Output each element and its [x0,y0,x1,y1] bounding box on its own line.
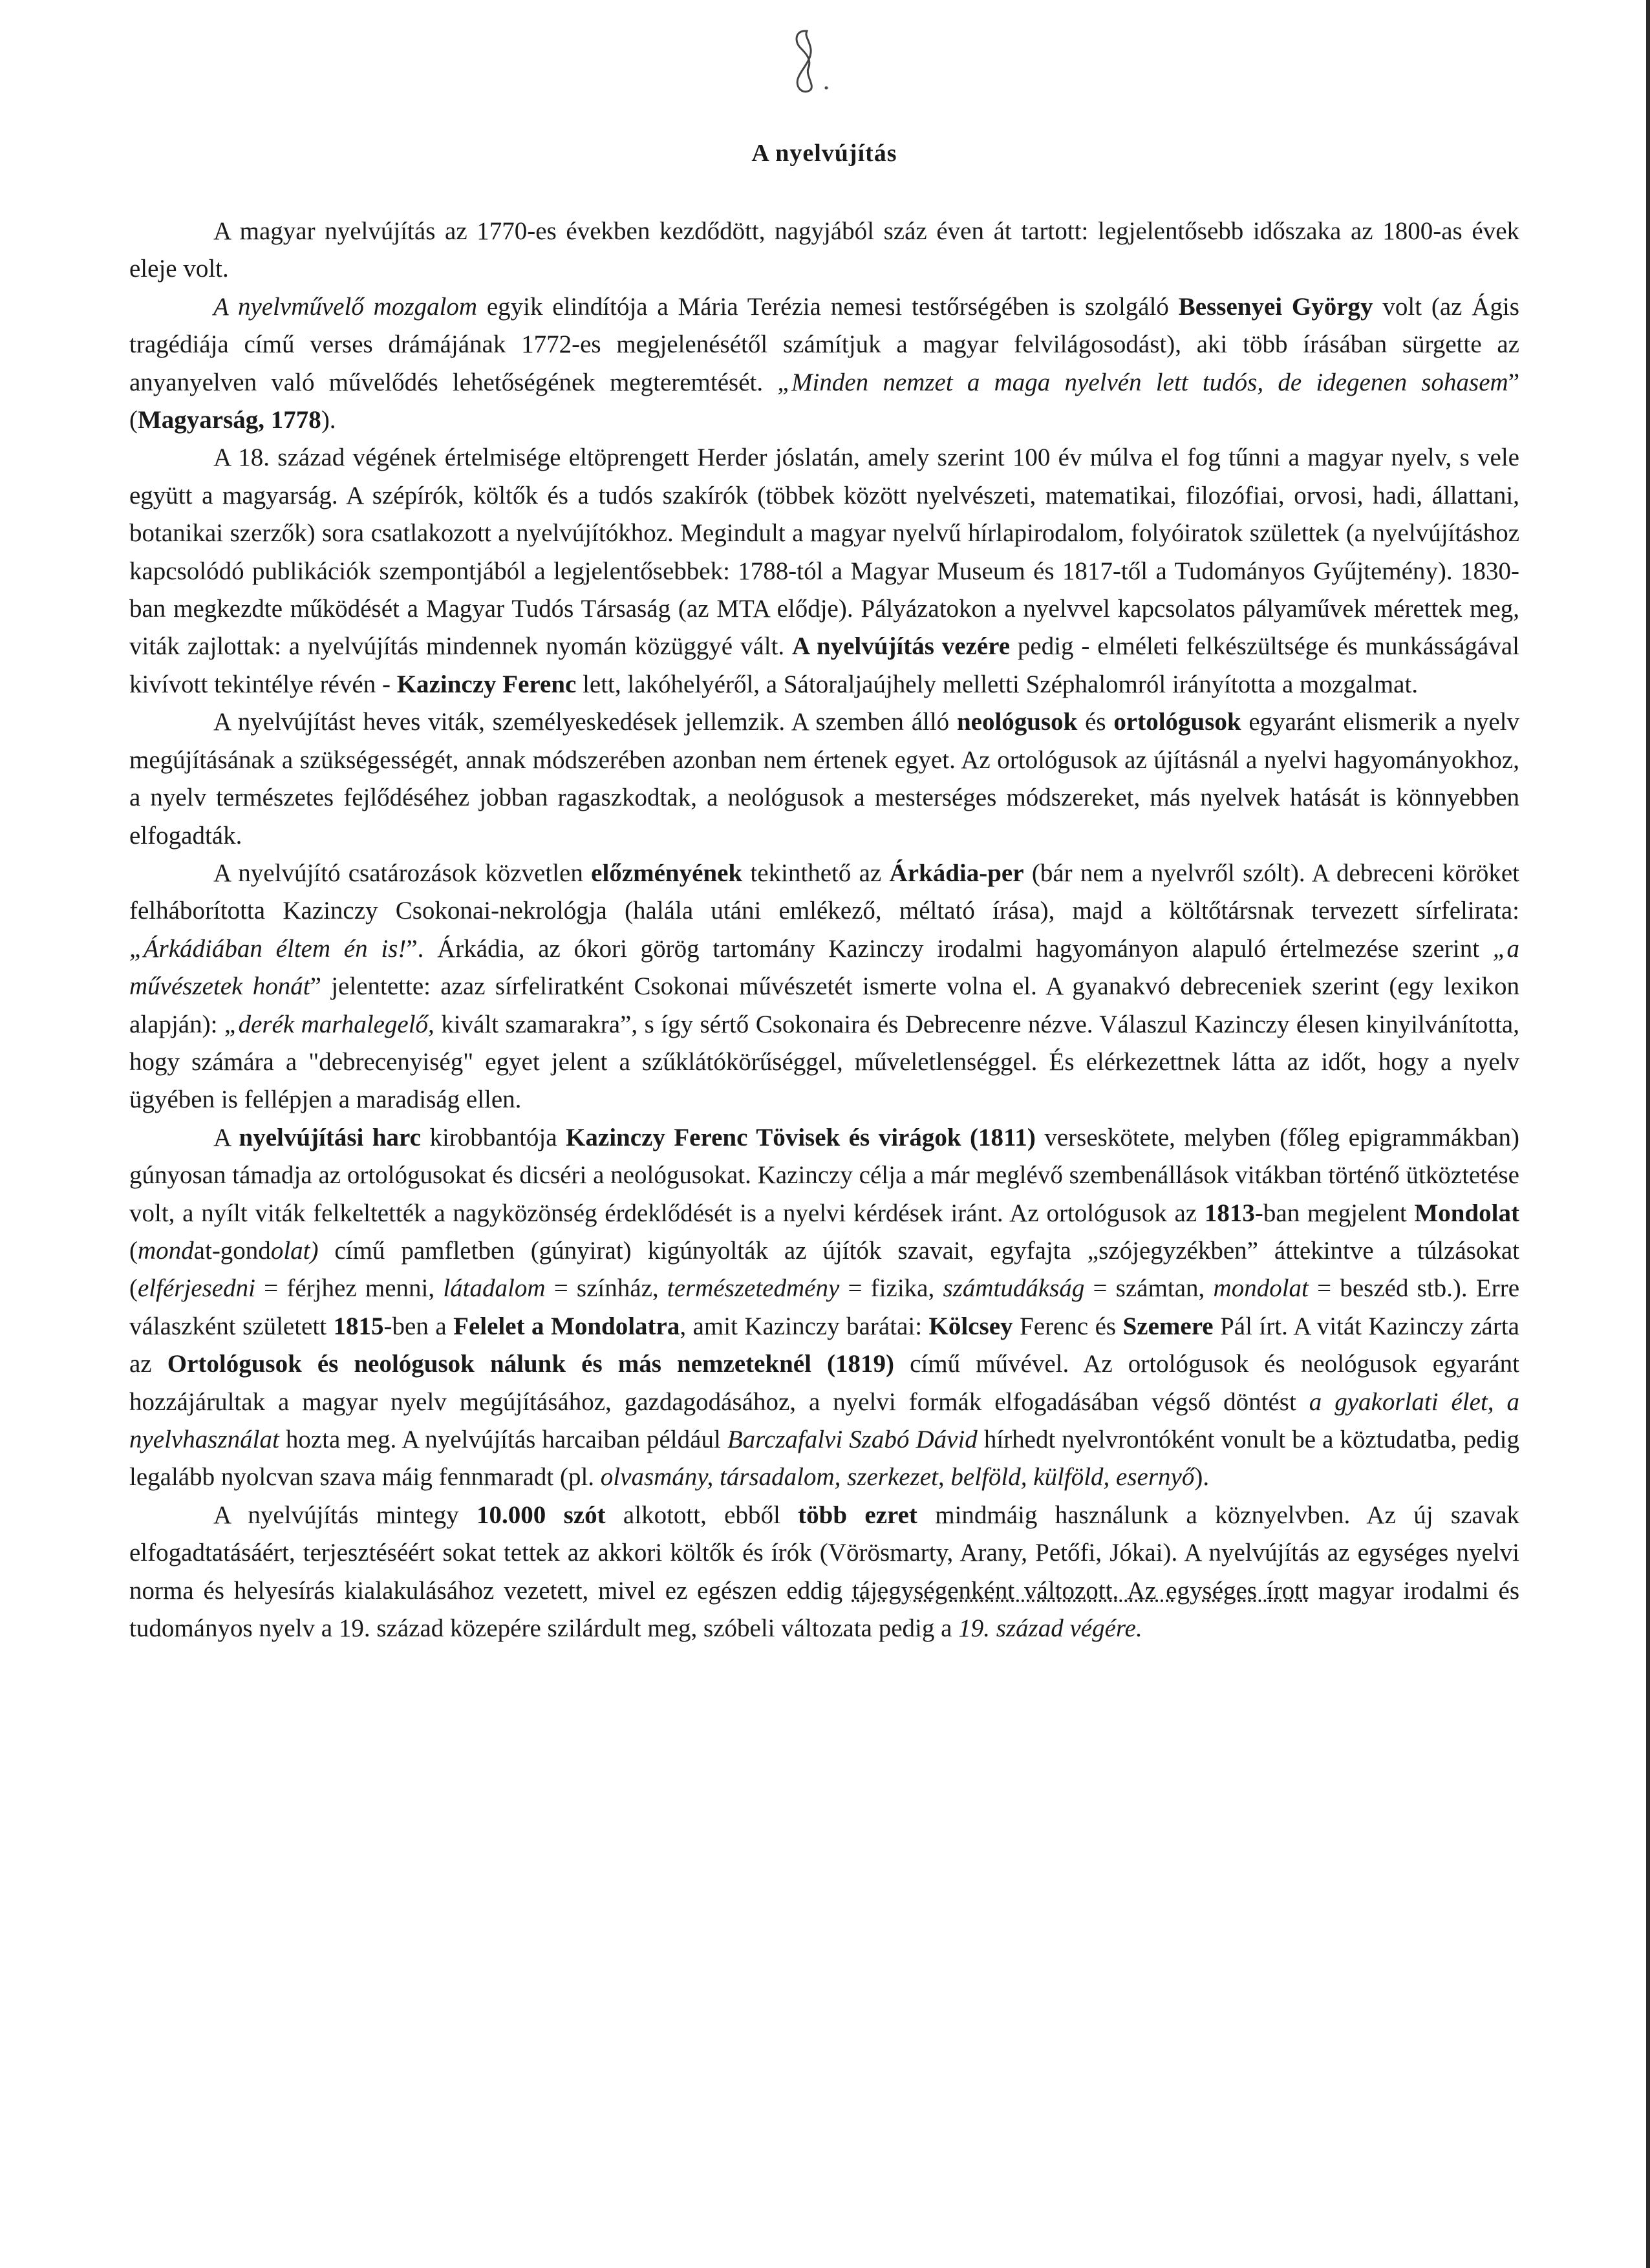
text-segment: pedig - elméleti felkészültsége és munkásságával kivívott tekintélye révén - [129,632,1519,698]
text-segment: ”. Árkádia, az ókori görög tartomány Kazinczy irodalmi hagyományon alapuló értelmezése szerint [406,934,1493,963]
text-segment: számtudákság [943,1274,1085,1303]
text-segment: Szemere [1122,1312,1214,1340]
text-segment: verseskötete, melyben (főleg epigrammákban) gúnyosan támadja az ortológusokat és dicséri a neológusokat. Kazinczy célja a már meglévő szembenállások vitákban történő ütköztetése volt, a nyílt viták felkeltették a nagyközönség érdeklődését is a nyelvi kérdések iránt. Az ortológusok az [129,1123,1519,1227]
handwritten-page-number [776,26,834,97]
paragraph [129,1119,1519,1497]
text-segment: Pál írt. A vitát Kazinczy zárta az [129,1312,1519,1378]
text-segment: több ezret [798,1501,917,1529]
text-segment: = beszéd stb.). Erre válaszként született [129,1274,1520,1340]
text-segment: Barczafalvi Szabó Dávid [727,1426,978,1453]
paragraph [129,288,1519,440]
text-segment: című pamfletben (gúnyirat) kigúnyolták az újítók szavait, egyfajta „szójegyzékben” áttekintve a túlzásokat ( [129,1236,1519,1303]
text-segment: A nyelvújító csatározások közvetlen [213,859,592,887]
text-segment: hozta meg. A nyelvújítás harcaiban például [279,1426,727,1453]
text-segment: 1813 [1204,1199,1255,1227]
paragraph [129,213,1519,288]
text-segment: ). [1194,1463,1210,1492]
text-segment: lett, lakóhelyéről, a Sátoraljaújhely melletti Széphalomról irányította a mozgalmat. [576,670,1419,698]
text-segment: -ban megjelent [1254,1199,1415,1227]
paragraph [129,703,1519,855]
text-segment: Ferenc és [1012,1312,1123,1340]
page-edge-shadow [1646,0,1650,2268]
text-segment: című művével. Az ortológusok és neológusok egyaránt hozzájárultak a magyar nyelv megújításához, gazdagodásához, a nyelvi formák elfogadásában végső döntést [129,1350,1520,1416]
text-segment: Kazinczy Ferenc Tövisek és virágok (1811) [566,1123,1036,1151]
text-segment: kirobbantója [420,1123,566,1151]
text-segment: kivált szamarakra”, s így sértő Csokonaira és Debrecenre nézve. Válaszul Kazinczy élesen kinyilvánította, hogy számára a "debrecenyiség" egyet jelent a szűklátókörűséggel, műveletlenséggel. És elérkezettnek látta az időt, hogy a nyelv ügyében is fellépjen a maradiság ellen. [129,1010,1519,1114]
text-segment: , amit Kazinczy barátai: [680,1312,929,1340]
text-segment: látadalom [443,1274,546,1303]
text-segment: A nyelvművelő mozgalom [213,292,477,321]
text-segment: „Árkádiában éltem én is! [129,934,407,963]
text-segment: Kölcsey [928,1312,1013,1340]
text-segment: a gyakorlati élet, a nyelvhasználat [129,1387,1519,1453]
text-segment: (bár nem a nyelvről szólt). A debreceni köröket felháborította Kazinczy Csokonai-nekrológja (halála utáni emlékező, méltató írása), majd a költőtársnak tervezett sírfelirata: [129,859,1519,925]
text-segment: Bessenyei György [1178,292,1373,321]
text-segment: hírhedt nyelvrontóként vonult be a köztudatba, pedig legalább nyolcvan szava máig fennmaradt (pl. [129,1426,1520,1492]
text-segment: tekinthető az [742,859,890,887]
document-body [129,139,1519,1647]
text-segment: „Minden nemzet a maga nyelvén lett tudós, de idegenen sohasem [777,368,1508,396]
text-segment: A [213,1123,239,1151]
handwritten-eight-icon [776,26,834,97]
text-segment: 1815 [333,1312,384,1340]
text-segment: mindmáig használunk a köznyelvben. Az új szavak elfogadtatásáért, terjesztéséért sokat tettek az akkori költők és írók (Vörösmarty, Arany, Petőfi, Jókai). A nyelvújítás az egységes nyelvi norma és helyesírás kialakulásához vezetett, mivel ez egészen eddig [129,1501,1519,1605]
text-segment: Árkádia-per [889,859,1024,887]
text-segment: = férjhez menni, [255,1274,444,1303]
text-segment: és [1077,708,1114,736]
text-segment: volt (az Ágis tragédiája című verses drámájának 1772-es megjelenésétől számítjuk a magyar felvilágosodást), aki több írásában sürgette az anyanyelven való művelődés lehetőségének megteremtését. [129,292,1519,396]
text-segment: at-gond [193,1236,271,1265]
text-segment: elférjesedni [138,1274,255,1303]
text-segment: Magyarság, 1778 [138,406,321,434]
text-segment: előzményének [591,859,743,887]
text-segment: olat) [270,1236,319,1265]
text-segment: -ben a [383,1312,454,1340]
text-segment: A nyelvújítás mintegy [213,1501,477,1529]
paragraph-list [129,213,1519,1647]
text-segment: tájegységenként változott. Az egységes írott [852,1576,1309,1605]
text-segment: egyik elindítója a Mária Terézia nemesi testőrségében is szolgáló [477,292,1179,321]
text-segment: A magyar nyelvújítás az 1770-es években kezdődött, nagyjából száz éven át tartott: legjelentősebb időszaka az 1800-as évek eleje volt. [129,217,1519,283]
text-segment: alkotott, ebből [605,1501,798,1529]
text-segment: ” ( [129,368,1519,434]
text-segment: neológusok [956,708,1078,736]
text-segment: 10.000 szót [477,1501,606,1529]
text-segment: mondolat [1213,1274,1309,1303]
text-segment: „a művészetek honát [129,934,1519,1001]
text-segment: mond [138,1236,194,1265]
text-segment: természetedmény [667,1274,840,1303]
text-segment: A nyelvújítást heves viták, személyeskedések jellemzik. A szemben álló [213,708,957,736]
text-segment: A nyelvújítás vezére [792,632,1011,661]
text-segment: Felelet a Mondolatra [453,1312,680,1340]
document-title: A nyelvújítás [751,140,897,167]
text-segment: Mondolat [1414,1199,1519,1227]
text-segment: = számtan, [1084,1274,1214,1303]
text-segment: ). [321,406,336,434]
text-segment: „derék marhalegelő, [224,1010,434,1038]
text-segment: = fizika, [839,1274,943,1303]
text-segment: egyaránt elismerik a nyelv megújításának a szükségességét, annak módszerében azonban nem értenek egyet. Az ortológusok az újításnál a nyelvi hagyományokhoz, a nyelv természetes fejlődéséhez jobban ragaszkodtak, a neológusok a mesterséges módszereket, más nyelvek hatását is könnyebben elfogadták. [129,708,1519,850]
paragraph [129,439,1519,703]
text-segment: ( [129,1236,138,1265]
text-segment: magyar irodalmi és tudományos nyelv a 19. század közepére szilárdult meg, szóbeli változata pedig a [129,1576,1520,1643]
text-segment: Ortológusok és neológusok nálunk és más nemzeteknél (1819) [167,1350,895,1378]
text-segment: A 18. század végének értelmisége eltöprengett Herder jóslatán, amely szerint 100 év múlva el fog tűnni a magyar nyelv, s vele együtt a magyarság. A szépírók, költők és a tudós szakírók (többek között nyelvészeti, matematikai, filozófiai, orvosi, hadi, állattani, botanikai szerzők) sora csatlakozott a nyelvújítókhoz. Megindult a magyar nyelvű hírlapirodalom, folyóiratok születtek (a nyelvújításhoz kapcsolódó publikációk szempontjából a legjelentősebbek: 1788-tól a Magyar Museum és 1817-től a Tudományos Gyűjtemény). 1830-ban megkezdte működését a Magyar Tudós Társaság (az MTA elődje). Pályázatokon a nyelvvel kapcsolatos pályaművek mérettek meg, viták zajlottak: a nyelvújítás mindennek nyomán közüggyé vált. [129,444,1519,661]
text-segment: ortológusok [1113,708,1241,736]
paragraph [129,855,1519,1119]
paragraph [129,1497,1519,1648]
text-segment: 19. század végére. [958,1614,1142,1643]
text-segment: = színház, [545,1274,667,1303]
text-segment: ” jelentette: azaz sírfeliratként Csokonai művészetét ismerte volna el. A gyanakvó debreceniek szerint (egy lexikon alapján): [129,972,1519,1038]
text-segment: nyelvújítási harc [239,1123,421,1151]
text-segment: olvasmány, társadalom, szerkezet, belföld, külföld, esernyő [600,1463,1195,1492]
text-segment: Kazinczy Ferenc [396,670,577,698]
